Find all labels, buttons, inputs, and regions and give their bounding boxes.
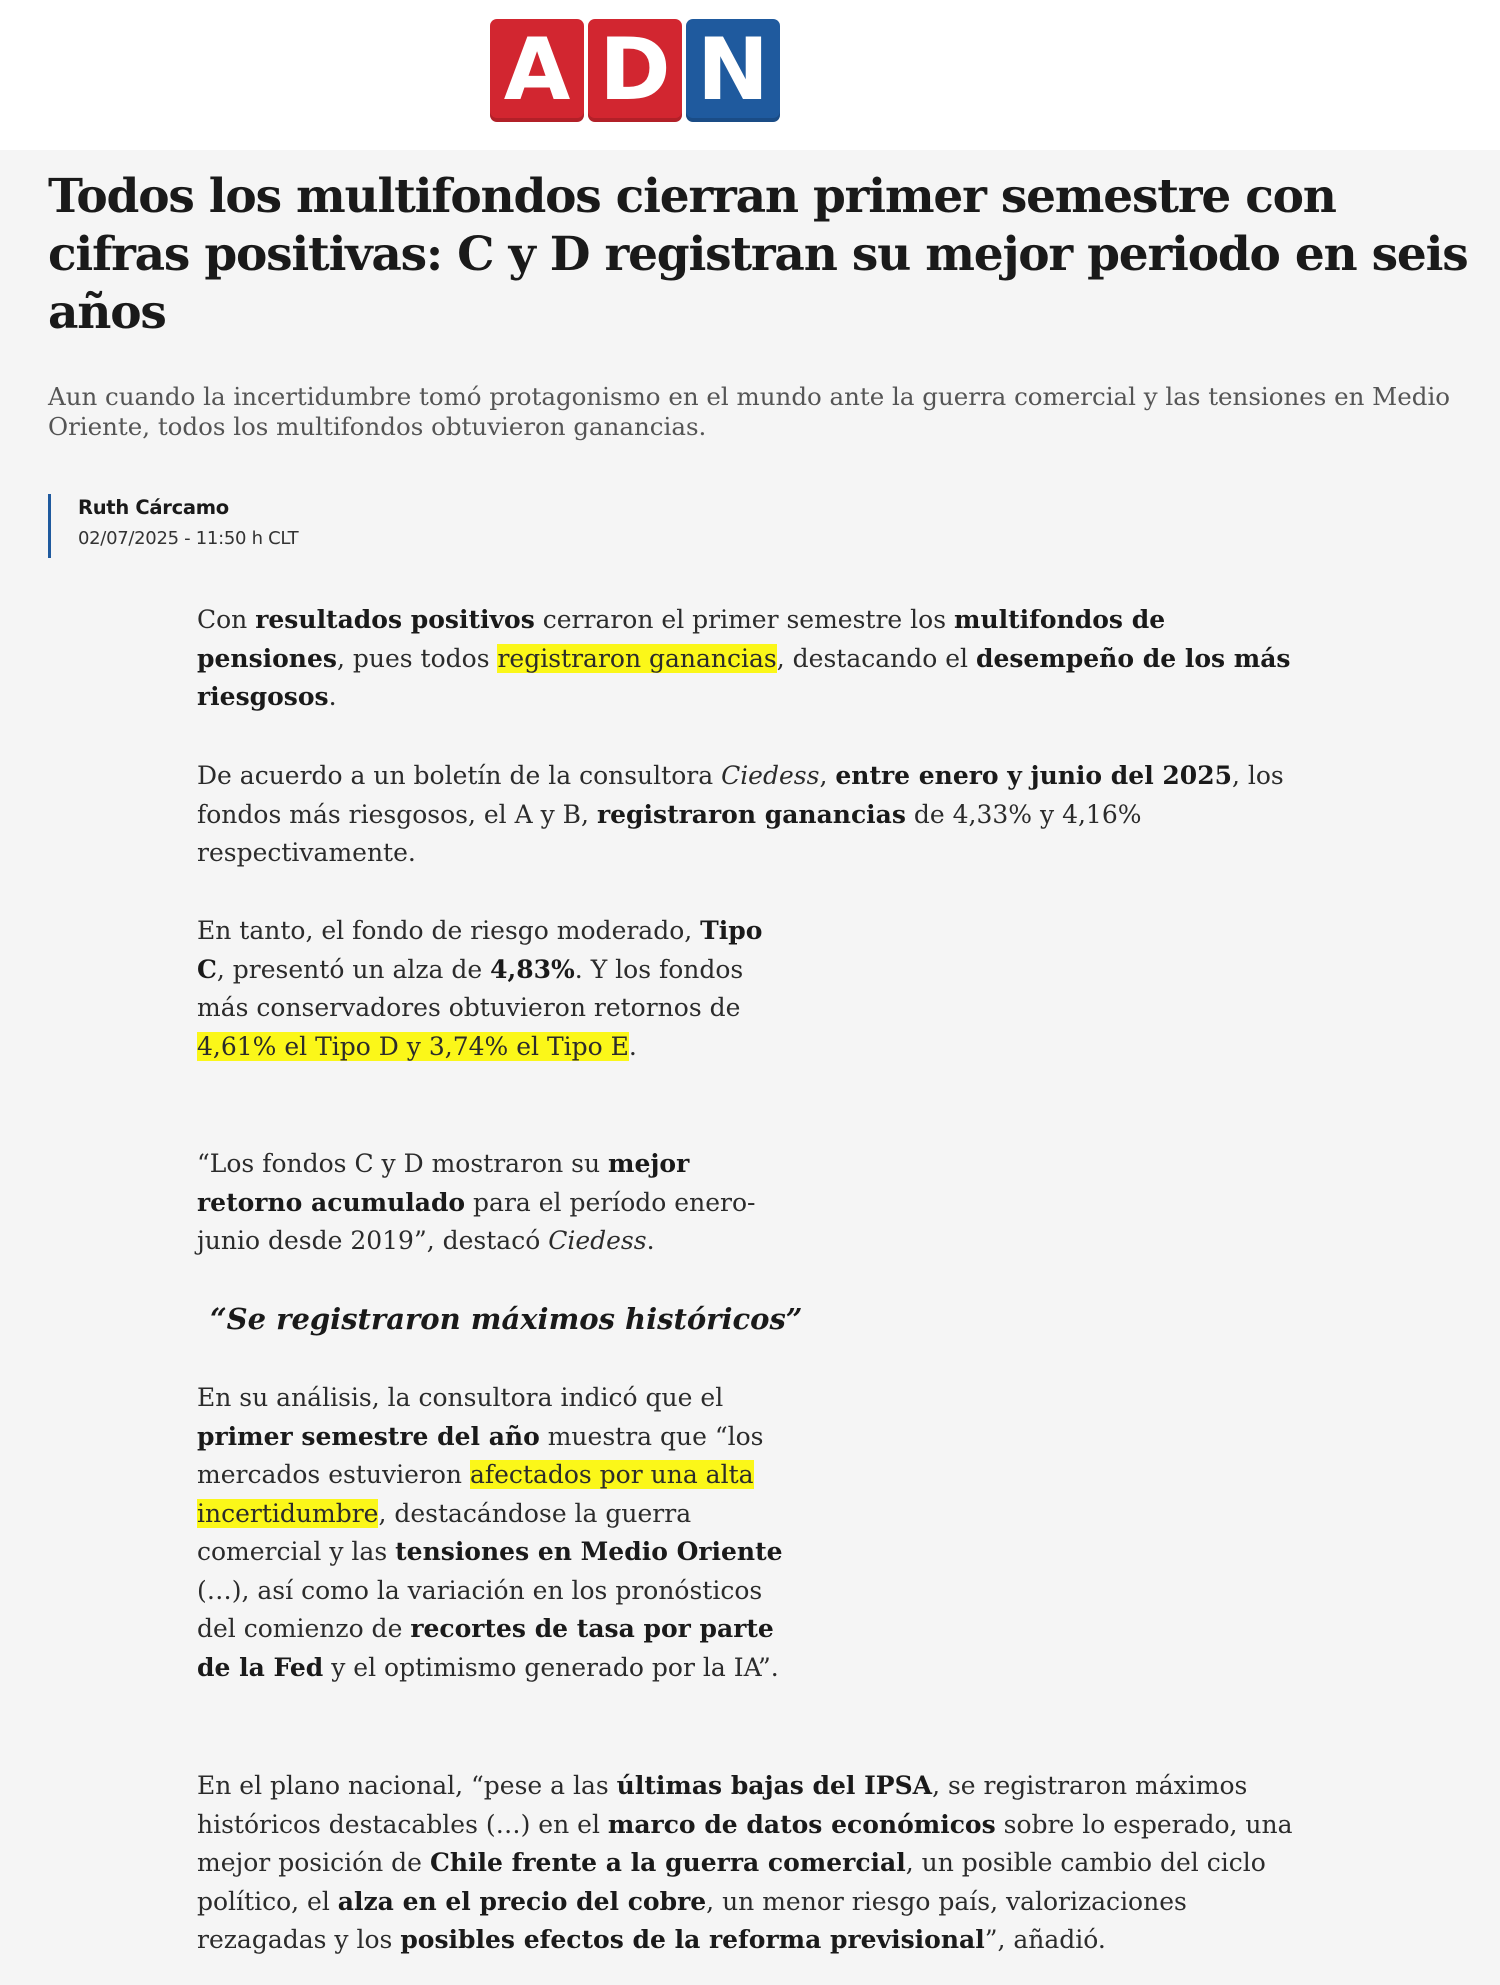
bold-text: mejor retorno acumulado (197, 1149, 690, 1217)
article-subtitle: Aun cuando la incertidumbre tomó protagonismo en el mundo ante la guerra comercial y las tensiones en Medio Oriente, todos los multifondos obtuvieron ganancias. (48, 382, 1451, 441)
logo-letter-n: N (686, 19, 780, 122)
bold-text: entre enero y junio del 2025 (835, 761, 1232, 790)
bold-text: multifondos de pensiones (197, 605, 1166, 673)
text-run: , (819, 761, 836, 790)
bold-text: Tipo C (197, 916, 763, 984)
text-run: y el optimismo generado por la IA”. (323, 1652, 779, 1682)
logo-letter-d: D (588, 19, 682, 122)
text-run: , pues todos (336, 643, 498, 673)
section-heading-quote: “Se registraron máximos históricos” (210, 1302, 803, 1336)
text-run: En el plano nacional, “pese a las (197, 1771, 617, 1800)
bold-text: últimas bajas del IPSA (616, 1771, 933, 1800)
italic-text: Ciedess (721, 761, 820, 790)
text-run: , los fondos más riesgosos, el A y B, (197, 761, 1284, 829)
author-name[interactable]: Ruth Cárcamo (78, 496, 229, 519)
text-run: Con (197, 605, 256, 634)
text-run: cerraron el primer semestre los (534, 605, 954, 634)
text-run: En su análisis, la consultora indicó que el (197, 1383, 724, 1412)
bold-text: primer semestre del año (197, 1421, 540, 1451)
article-paragraph (197, 1379, 787, 1687)
logo-letter-a: A (490, 19, 584, 122)
text-run: , destacándose la guerra comercial y las (197, 1498, 692, 1566)
bold-text: marco de datos económicos (607, 1809, 996, 1839)
text-run: de 4,33% y 4,16% respectivamente. (197, 799, 1142, 867)
highlighted-text: registraron ganancias (497, 643, 777, 673)
bold-text: 4,83% (490, 954, 575, 984)
text-run: . (628, 1031, 637, 1061)
text-run: , destacando el (776, 643, 976, 673)
bold-text: registraron ganancias (596, 799, 906, 829)
text-run: . Y los fondos más conservadores obtuvieron retornos de (197, 954, 744, 1022)
text-run: “Los fondos C y D mostraron su (197, 1149, 608, 1178)
text-run: , un menor riesgo país, valorizaciones rezagadas y los (197, 1886, 1187, 1954)
highlighted-text: 4,61% el Tipo D y 3,74% el Tipo E (197, 1031, 629, 1061)
text-run: sobre lo esperado, una mejor posición de (197, 1809, 1293, 1877)
text-run: , presentó un alza de (216, 954, 491, 984)
masthead (0, 0, 1500, 150)
bold-text: alza en el precio del cobre (337, 1886, 707, 1916)
bold-text: resultados positivos (255, 605, 535, 634)
text-run: . (328, 682, 337, 711)
article-paragraph (197, 1767, 1317, 1960)
text-run: (…), así como la variación en los pronósticos del comienzo de (197, 1575, 763, 1643)
bold-text: desempeño de los más riesgosos (197, 643, 1291, 711)
text-run: . (646, 1226, 655, 1255)
adn-logo[interactable] (490, 19, 780, 122)
article-paragraph (197, 1145, 797, 1261)
article-headline: Todos los multifondos cierran primer semestre con cifras positivas: C y D registran su mejor periodo en seis años (48, 169, 1468, 340)
text-run: En tanto, el fondo de riesgo moderado, (197, 916, 701, 945)
bold-text: Chile frente a la guerra comercial (429, 1848, 906, 1877)
byline (48, 494, 298, 558)
bold-text: posibles efectos de la reforma previsional (400, 1925, 985, 1954)
highlighted-text: afectados por una alta incertidumbre (197, 1460, 754, 1528)
article-paragraph (197, 912, 787, 1066)
text-run: para el período enero-junio desde 2019”, destacó (197, 1187, 756, 1255)
bold-text: recortes de tasa por parte de la Fed (197, 1614, 774, 1682)
text-run: , se registraron máximos históricos destacables (…) en el (197, 1771, 1248, 1839)
bold-text: tensiones en Medio Oriente (395, 1537, 783, 1566)
text-run: , un posible cambio del ciclo político, el (197, 1848, 1266, 1916)
article-paragraph (197, 757, 1317, 873)
publish-date: 02/07/2025 - 11:50 h CLT (78, 528, 299, 549)
article-paragraph (197, 601, 1317, 717)
text-run: muestra que “los mercados estuvieron (197, 1421, 764, 1489)
text-run: ”, añadió. (984, 1925, 1106, 1954)
text-run: De acuerdo a un boletín de la consultora (197, 761, 722, 790)
italic-text: Ciedess (548, 1226, 647, 1255)
